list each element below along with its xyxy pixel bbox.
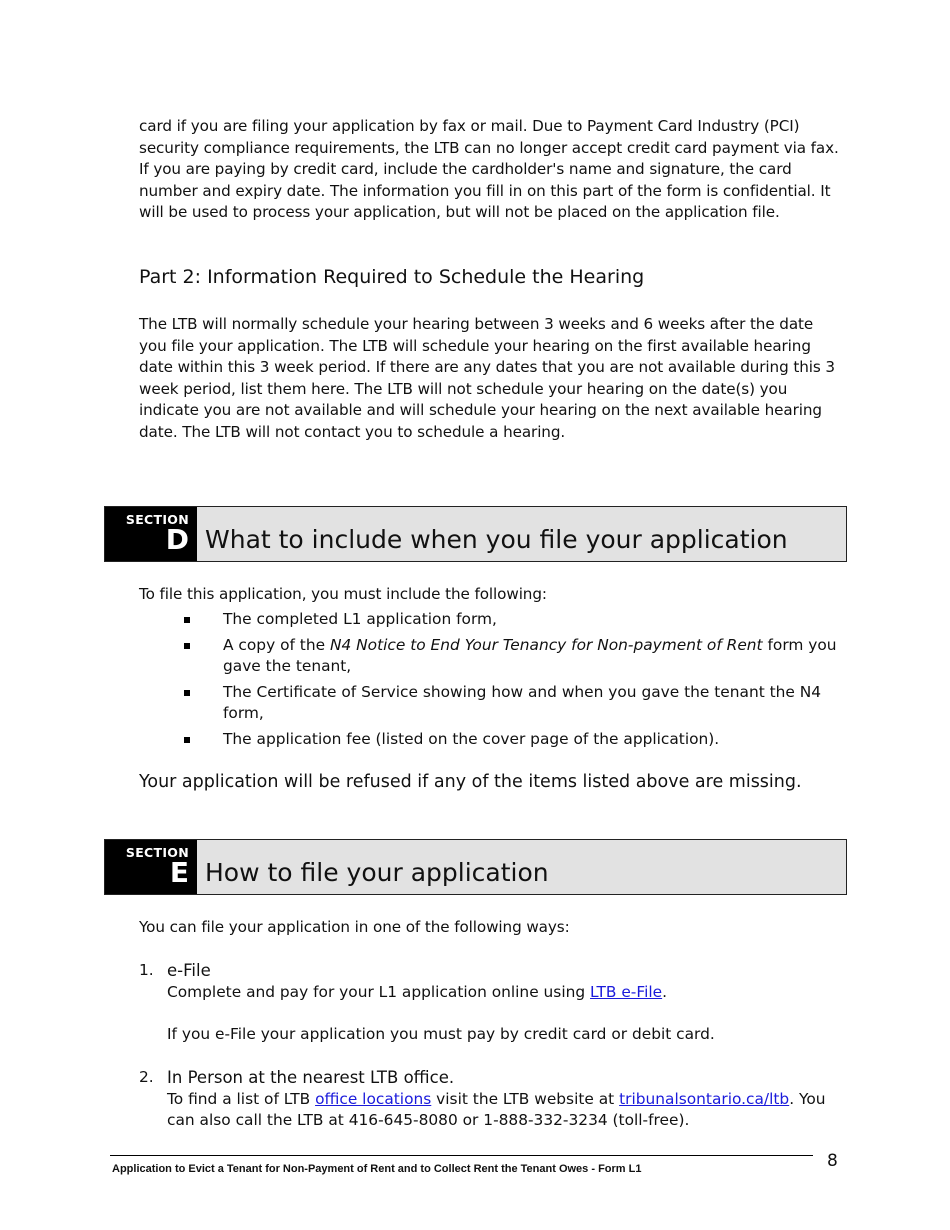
section-d-header	[104, 506, 847, 562]
list-item	[139, 682, 839, 725]
list-item-text: The Certificate of Service showing how and when you gave the tenant the N4 form,	[223, 682, 822, 722]
section-d-title: What to include when you file your application	[205, 525, 788, 554]
list-item-text: The application fee (listed on the cover page of the application).	[223, 729, 720, 748]
section-d-intro: To file this application, you must include the following:	[139, 585, 547, 603]
page-number: 8	[827, 1151, 838, 1171]
footer-form-title: Application to Evict a Tenant for Non-Payment of Rent and to Collect Rent the Tenant Owes - Form L1	[112, 1163, 642, 1175]
section-d-word: SECTION	[125, 512, 189, 527]
bullet-square-icon	[184, 617, 190, 623]
option-text-prefix: To find a list of LTB	[167, 1089, 316, 1108]
option-text-suffix: .	[662, 982, 668, 1001]
section-d-letter: D	[165, 523, 189, 556]
intro-paragraph: card if you are filing your application by fax or mail. Due to Payment Card Industry (PCI) security compliance requirements, the LTB can no longer accept credit card payment via fax. If you are paying by credit card, include the cardholder's name and signature, the card number and expiry date. The information you fill in on this part of the form is confidential. It will be used to process your application, but will not be placed on the application file.	[139, 117, 839, 221]
section-e-title: How to file your application	[205, 858, 549, 887]
list-item	[139, 729, 839, 751]
list-item	[139, 609, 839, 631]
footer-divider	[110, 1155, 813, 1156]
bullet-square-icon	[184, 690, 190, 696]
list-item-text: The completed L1 application form,	[223, 610, 497, 628]
list-item-text-prefix: A copy of the	[223, 635, 330, 654]
option-number: 1.	[139, 961, 154, 979]
part2-paragraph: The LTB will normally schedule your hearing between 3 weeks and 6 weeks after the date you file your application. The LTB will schedule your hearing on the first available hearing date within this 3 week period. If there are any dates that you are not available during this 3 week period, list them here. The LTB will not schedule your hearing on the date(s) you indicate you are not available and will schedule your hearing on the next available hearing date. The LTB will not contact you to schedule a hearing.	[139, 315, 835, 441]
option-text	[167, 982, 839, 1004]
section-e-tag	[105, 840, 197, 894]
office-locations-link[interactable]: office locations	[315, 1089, 432, 1108]
section-d-tag	[105, 507, 197, 561]
section-e-intro: You can file your application in one of the following ways:	[139, 918, 570, 936]
section-e-letter: E	[169, 856, 189, 889]
n4-form-title: N4 Notice to End Your Tenancy for Non-payment of Rent	[329, 635, 763, 654]
option-heading: e-File	[167, 961, 211, 980]
option-text-prefix: Complete and pay for your L1 application online using	[167, 982, 591, 1001]
list-item	[139, 635, 839, 678]
option-number: 2.	[139, 1068, 154, 1086]
ltb-efile-link[interactable]: LTB e-File	[590, 982, 663, 1001]
option-text-mid: visit the LTB website at	[431, 1089, 620, 1108]
bullet-square-icon	[184, 643, 190, 649]
option-text	[167, 1089, 839, 1132]
section-e-word: SECTION	[125, 845, 189, 860]
section-d-warning: Your application will be refused if any of the items listed above are missing.	[139, 772, 802, 792]
tribunals-ontario-link[interactable]: tribunalsontario.ca/ltb	[619, 1089, 790, 1108]
option-body	[167, 1067, 839, 1132]
option-text-suffix: . You can also call the LTB at 416-645-8080 or 1-888-332-3234 (toll-free).	[167, 1089, 826, 1129]
option-heading: In Person at the nearest LTB office.	[167, 1068, 455, 1087]
list-item-text-suffix: form you gave the tenant,	[223, 635, 837, 675]
option-note: If you e-File your application you must pay by credit card or debit card.	[167, 1025, 715, 1043]
section-e-header	[104, 839, 847, 895]
option-body	[167, 960, 839, 1046]
part2-heading: Part 2: Information Required to Schedule the Hearing	[139, 266, 645, 288]
section-d-checklist	[139, 609, 839, 754]
bullet-square-icon	[184, 737, 190, 743]
